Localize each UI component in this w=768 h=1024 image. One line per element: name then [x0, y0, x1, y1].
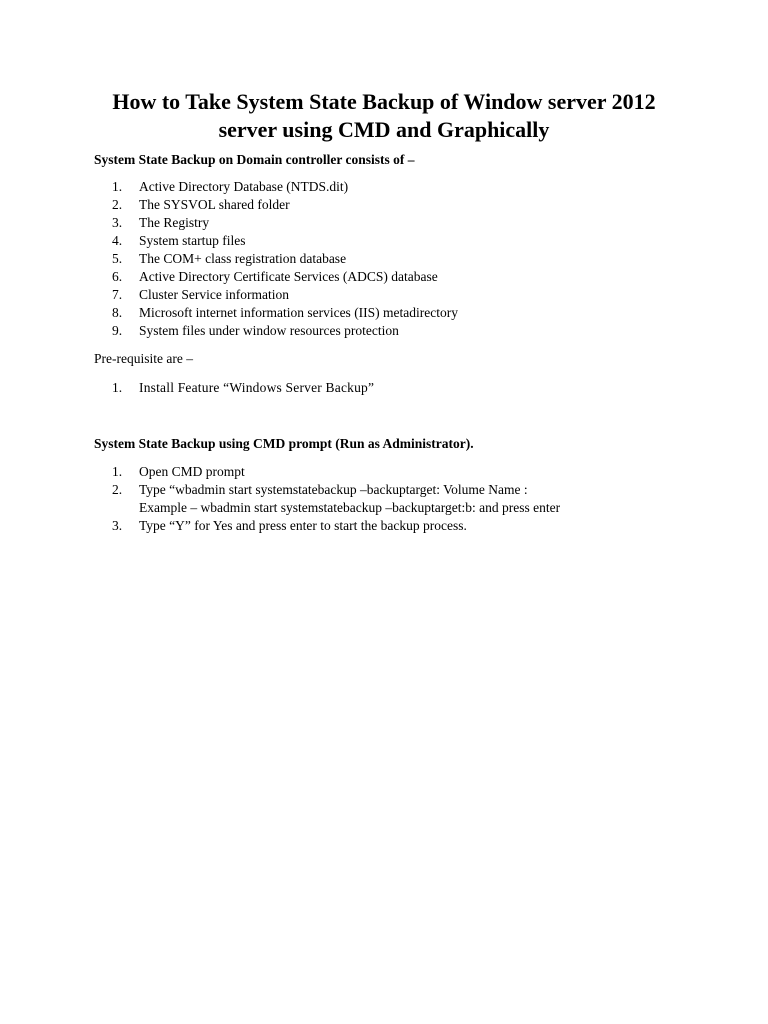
- document-title-line-1: How to Take System State Backup of Window server 2012: [112, 89, 656, 114]
- list-item-text: Cluster Service information: [139, 287, 289, 302]
- list-item-number: 4.: [112, 233, 123, 248]
- prerequisite-label: Pre-requisite are –: [94, 351, 193, 366]
- section-heading-cmd: System State Backup using CMD prompt (Run as Administrator).: [94, 436, 474, 451]
- list-item-number: 7.: [112, 287, 123, 302]
- list-item-text: System startup files: [139, 233, 246, 248]
- list-item-number: 3.: [112, 215, 123, 230]
- list-item-number: 1.: [112, 380, 123, 395]
- list-item-text: The Registry: [139, 215, 210, 230]
- list-item-text: Type “wbadmin start systemstatebackup –backuptarget: Volume Name :: [139, 482, 528, 497]
- list-item-number: 8.: [112, 305, 123, 320]
- list-item-number: 2.: [112, 197, 123, 212]
- section-heading-contents: System State Backup on Domain controller consists of –: [94, 152, 415, 167]
- list-item-number: 1.: [112, 179, 123, 194]
- list-item-text: Type “Y” for Yes and press enter to start the backup process.: [139, 518, 467, 533]
- list-item-number: 9.: [112, 323, 123, 338]
- list-item-text: Microsoft internet information services (IIS) metadirectory: [139, 305, 459, 320]
- list-item-text: Active Directory Certificate Services (ADCS) database: [139, 269, 438, 284]
- list-item-text-continued: Example – wbadmin start systemstatebackup –backuptarget:b: and press enter: [139, 500, 561, 515]
- list-item-number: 3.: [112, 518, 123, 533]
- list-item-number: 2.: [112, 482, 123, 497]
- list-item-text: Install Feature “Windows Server Backup”: [139, 380, 375, 395]
- list-item-text: The SYSVOL shared folder: [139, 197, 290, 212]
- list-item-text: The COM+ class registration database: [139, 251, 347, 266]
- list-item-number: 6.: [112, 269, 123, 284]
- list-item-number: 5.: [112, 251, 123, 266]
- list-item-text: Open CMD prompt: [139, 464, 245, 479]
- list-item-number: 1.: [112, 464, 123, 479]
- list-item-text: Active Directory Database (NTDS.dit): [139, 179, 349, 194]
- document-title-line-2: server using CMD and Graphically: [218, 117, 550, 142]
- list-item-text: System files under window resources protection: [139, 323, 399, 338]
